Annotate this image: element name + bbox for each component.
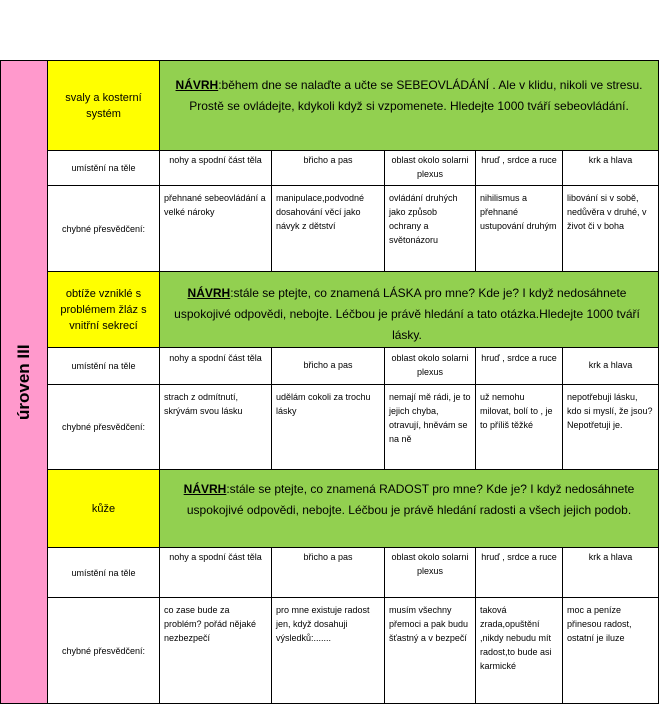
beliefs-label-3: chybné přesvědčení: [48,598,160,704]
category-1: svaly a kosterní systém [48,60,160,151]
location-label-1: umístění na těle [48,151,160,186]
recommendation-1 [160,60,659,151]
belief-cell: ovládání druhých jako způsob ochrany a světonázoru [385,186,476,272]
belief-cell: musím všechny přemoci a pak budu šťastný a v bezpečí [385,598,476,704]
recommendation-text: :stále se ptejte, co znamená RADOST pro mne? Kde je? I když nedosáhnete uspokojivé odpovědi, nebojte. Léčbou je právě hledání radosti a všech jejich podob. [186,482,635,517]
belief-cell: už nemohu milovat, bolí to , je to příliš těžké [476,385,563,470]
location-cell: oblast okolo solarni plexus [385,548,476,598]
recommendation-2 [160,272,659,348]
belief-cell: strach z odmítnutí, skrývám svou lásku [160,385,272,470]
location-label-2: umístění na těle [48,348,160,385]
location-cell: břicho a pas [272,348,385,385]
recommendation-3 [160,470,659,548]
belief-cell: co zase bude za problém? pořád nějaké nezbezpečí [160,598,272,704]
location-cell: hruď , srdce a ruce [476,151,563,186]
location-cell: nohy a spodní část těla [160,548,272,598]
location-cell: krk a hlava [563,348,659,385]
level-label-text: úroven III [14,344,33,420]
location-cell: hruď , srdce a ruce [476,548,563,598]
category-3: kůže [48,470,160,548]
location-cell: hruď , srdce a ruce [476,348,563,385]
level-label [0,60,48,704]
location-cell: břicho a pas [272,151,385,186]
location-cell: břicho a pas [272,548,385,598]
category-2: obtíže vzniklé s problémem žláz s vnitřní sekrecí [48,272,160,348]
location-cell: oblast okolo solarni plexus [385,151,476,186]
belief-cell: manipulace,podvodné dosahování věcí jako návyk z dětství [272,186,385,272]
recommendation-text: :během dne se nalaďte a učte se SEBEOVLÁDÁNÍ . Ale v klidu, nikoli ve stresu. Prostě se ovládejte, kdykoli když si vzpomenete. Hledejte 1000 tváří sebeovládání. [189,78,643,113]
belief-cell: nemají mě rádi, je to jejich chyba, otravují, hněvám se na ně [385,385,476,470]
belief-cell: libování si v sobě, nedůvěra v druhé, v život či v boha [563,186,659,272]
location-cell: krk a hlava [563,548,659,598]
belief-cell: nihilismus a přehnané ustupování druhým [476,186,563,272]
location-cell: krk a hlava [563,151,659,186]
belief-cell: udělám cokoli za trochu lásky [272,385,385,470]
recommendation-label: NÁVRH [175,78,219,92]
belief-cell: taková zrada,opuštění ,nikdy nebudu mít radost,to bude asi karmické [476,598,563,704]
recommendation-label: NÁVRH [183,482,227,496]
location-cell: nohy a spodní část těla [160,348,272,385]
beliefs-label-1: chybné přesvědčení: [48,186,160,272]
location-cell: oblast okolo solarni plexus [385,348,476,385]
beliefs-label-2: chybné přesvědčení: [48,385,160,470]
recommendation-text: :stále se ptejte, co znamená LÁSKA pro mne? Kde je? I když nedosáhnete uspokojivé odpovědi, nebojte. Léčbou je právě hledání a tato otázka.Hledejte 1000 tváří lásky. [174,286,640,342]
belief-cell: moc a peníze přinesou radost, ostatní je iluze [563,598,659,704]
location-cell: nohy a spodní část těla [160,151,272,186]
recommendation-label: NÁVRH [187,286,231,300]
belief-cell: pro mne existuje radost jen, když dosahuji výsledků:....... [272,598,385,704]
belief-cell: nepotřebuji lásku, kdo si myslí, že jsou? Nepotřetuji je. [563,385,659,470]
belief-cell: přehnané sebeovládání a velké nároky [160,186,272,272]
location-label-3: umístění na těle [48,548,160,598]
